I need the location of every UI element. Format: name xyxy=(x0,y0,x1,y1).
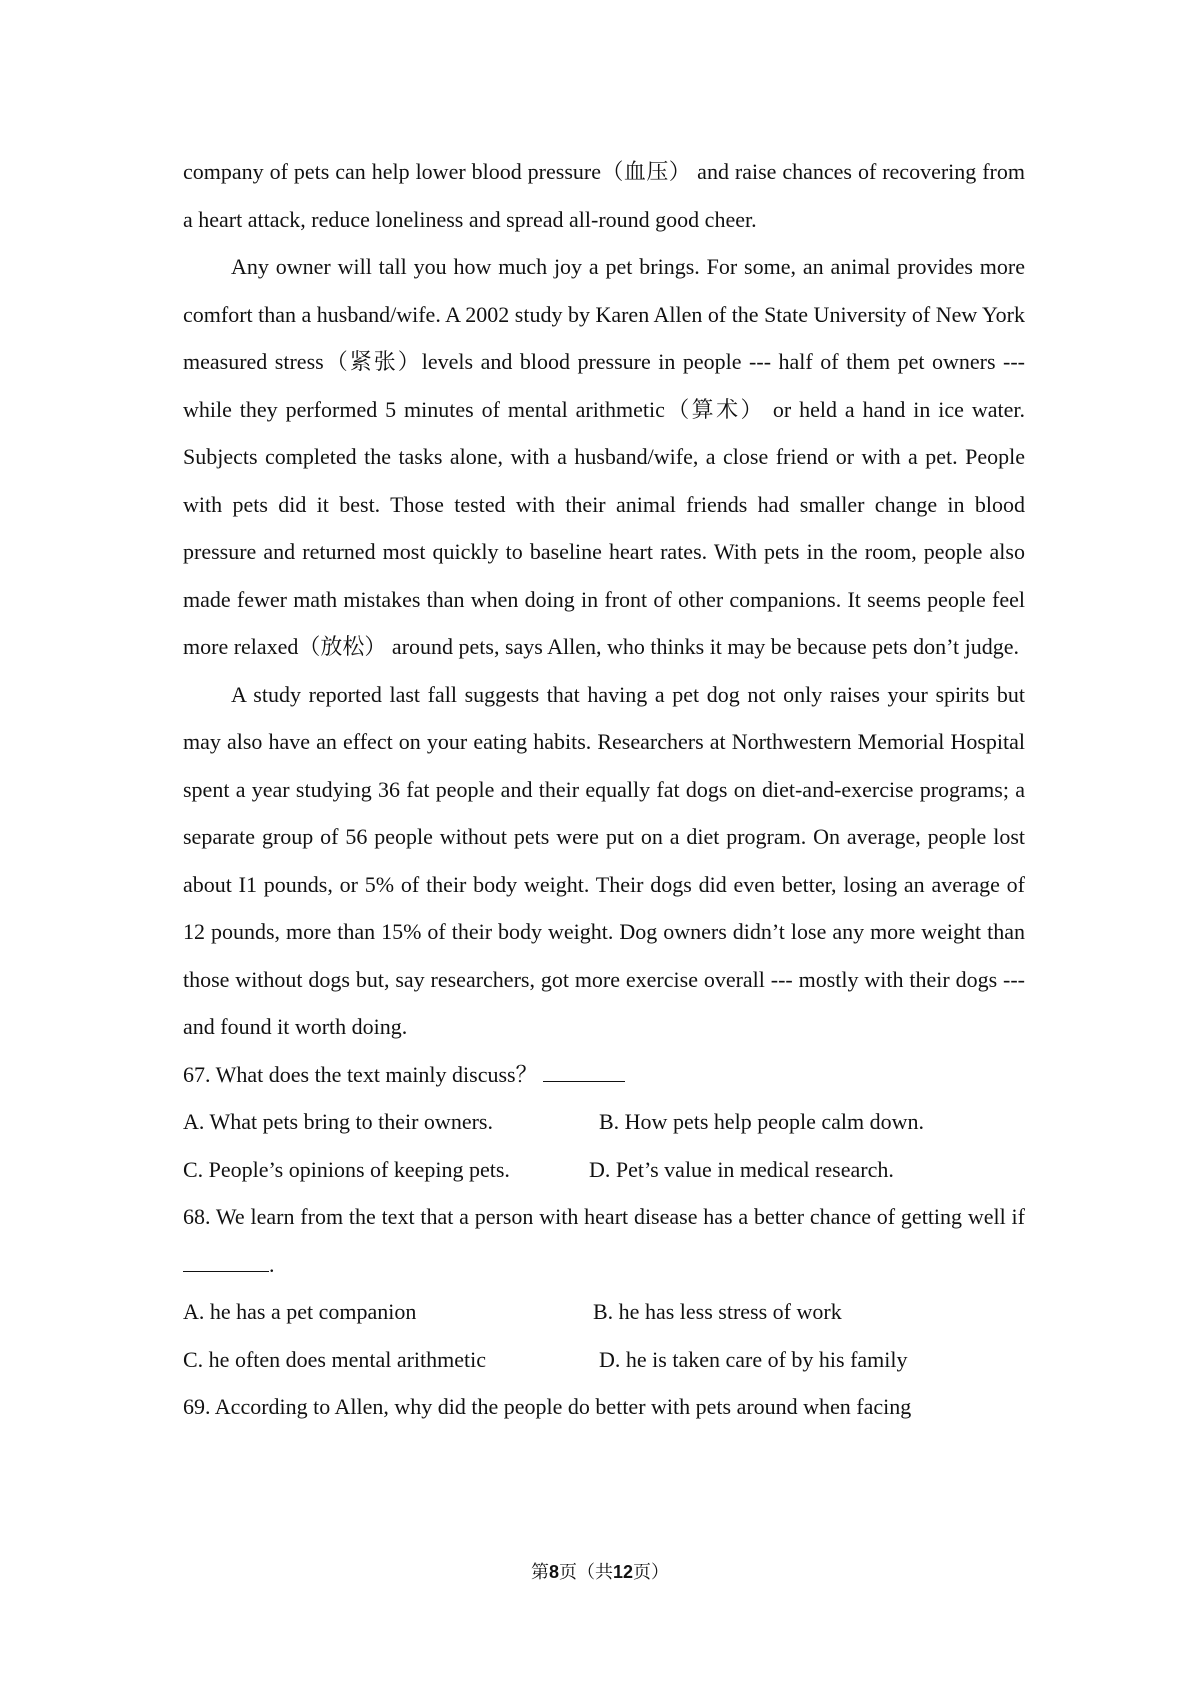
question-68 xyxy=(183,1193,1025,1288)
question-67-option-c: C. People’s opinions of keeping pets. xyxy=(183,1156,510,1182)
question-67-option-a: A. What pets bring to their owners. xyxy=(183,1109,493,1134)
question-67-option-b: B. How pets help people calm down. xyxy=(599,1109,925,1134)
question-69: 69. According to Allen, why did the people do better with pets around when facing xyxy=(183,1394,912,1419)
question-68-stem: 68. We learn from the text that a person with heart disease has a better chance of getting well if xyxy=(183,1204,1025,1229)
footer-total-pages: 12 xyxy=(612,1562,634,1582)
question-68-option-d: D. he is taken care of by his family xyxy=(599,1346,908,1372)
footer-middle: 页（共 xyxy=(558,1562,613,1583)
document-page xyxy=(183,148,1025,1431)
passage-paragraph-2: Any owner will tall you how much joy a pet brings. For some, an animal provides more comfort than a husband/wife. A 2002 study by Karen Allen of the State University of New York measured stress（紧张）levels and blood pressure in people --- half of them pet owners --- while they performed 5 minutes of mental arithmetic（算术） or held a hand in ice water. Subjects completed the tasks alone, with a husband/wife, a close friend or with a pet. People with pets did it best. Those tested with their animal friends had smaller change in blood pressure and returned most quickly to baseline heart rates. With pets in the room, people also made fewer math mistakes than when doing in front of other companions. It seems people feel more relaxed（放松） around pets, says Allen, who thinks it may be because pets don’t judge. xyxy=(183,254,1025,659)
question-68-options-row-1 xyxy=(183,1288,1025,1336)
answer-blank xyxy=(543,1061,625,1082)
question-68-stem-end: . xyxy=(269,1251,275,1277)
question-68-options-row-2 xyxy=(183,1336,1025,1384)
question-67 xyxy=(183,1051,1025,1099)
passage-paragraph-1: company of pets can help lower blood pressure（血压） and raise chances of recovering from a heart attack, reduce loneliness and spread all-round good cheer. xyxy=(183,159,1025,232)
passage-paragraph-3: A study reported last fall suggests that having a pet dog not only raises your spirits but may also have an effect on your eating habits. Researchers at Northwestern Memorial Hospital spent a year studying 36 fat people and their equally fat dogs on diet-and-exercise programs; a separate group of 56 people without pets were put on a diet program. On average, people lost about I1 pounds, or 5% of their body weight. Their dogs did even better, losing an average of 12 pounds, more than 15% of their body weight. Dog owners didn’t lose any more weight than those without dogs but, say researchers, got more exercise overall --- mostly with their dogs --- and found it worth doing. xyxy=(183,681,1025,1039)
question-68-option-a: A. he has a pet companion xyxy=(183,1299,417,1324)
answer-blank xyxy=(183,1251,269,1272)
question-67-options-row-2 xyxy=(183,1146,1025,1194)
page-footer xyxy=(0,1558,1200,1584)
question-68-option-c: C. he often does mental arithmetic xyxy=(183,1346,487,1372)
question-68-option-b: B. he has less stress of work xyxy=(593,1299,842,1324)
question-67-option-d: D. Pet’s value in medical research. xyxy=(589,1156,894,1182)
question-67-stem: 67. What does the text mainly discuss？ xyxy=(183,1061,538,1087)
question-67-options-row-1 xyxy=(183,1098,1025,1146)
footer-suffix: 页） xyxy=(633,1562,670,1583)
footer-prefix: 第 xyxy=(530,1562,549,1583)
footer-page-number: 8 xyxy=(548,1562,559,1582)
